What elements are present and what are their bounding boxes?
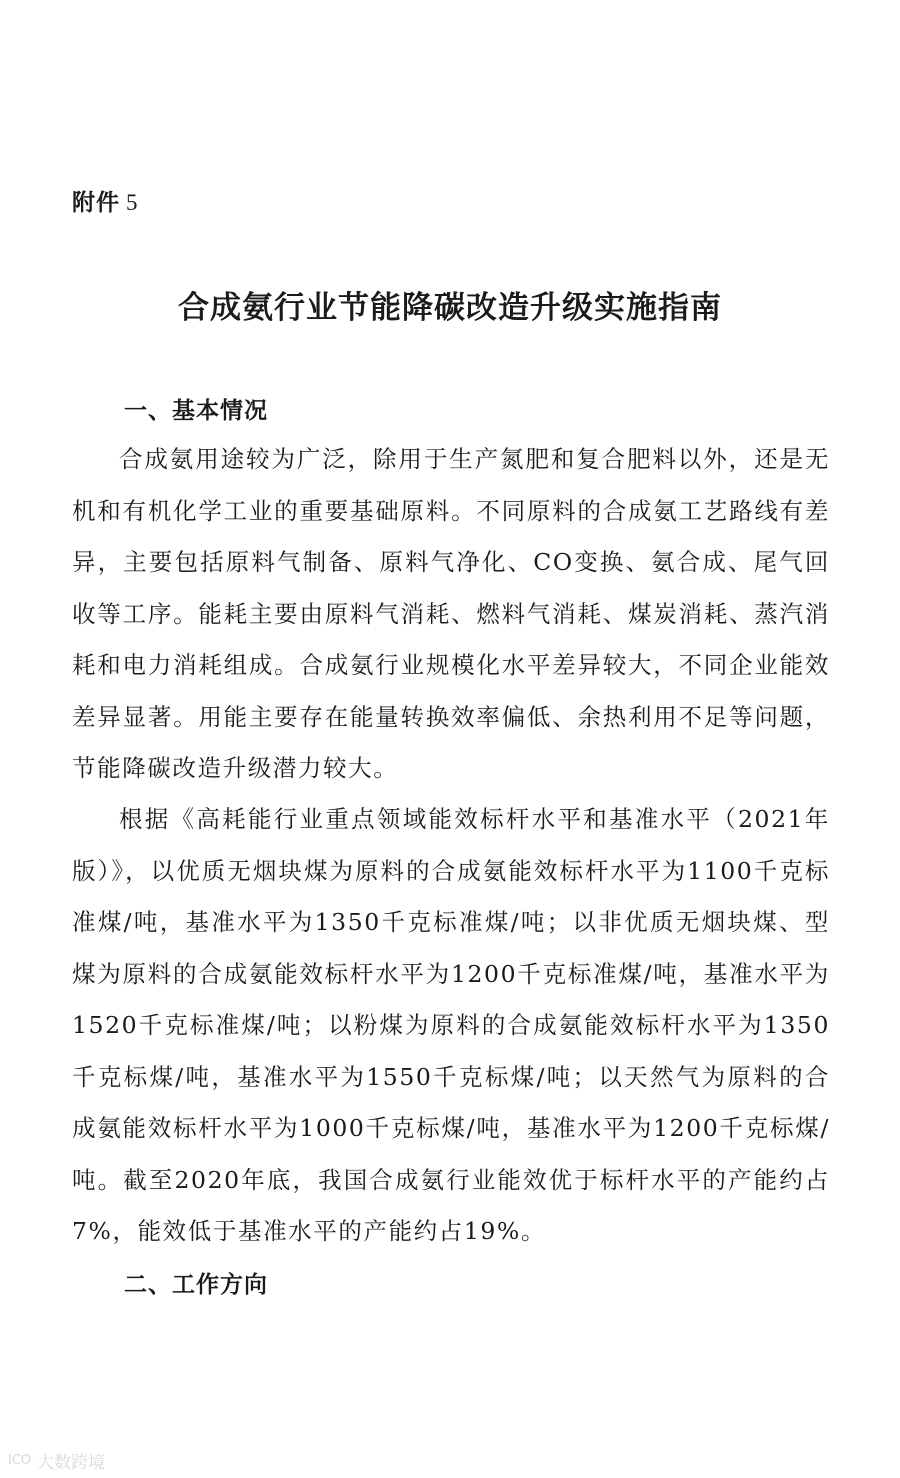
attachment-label-text: 附件 — [72, 190, 120, 216]
paragraph-basic-situation-1: 合成氨用途较为广泛，除用于生产氮肥和复合肥料以外，还是无机和有机化学工业的重要基础原料。不同原料的合成氨工艺路线有差异，主要包括原料气制备、原料气净化、CO变换、氨合成、尾气回收等工序。能耗主要由原料气消耗、燃料气消耗、煤炭消耗、蒸汽消耗和电力消耗组成。合成氨行业规模化水平差异较大，不同企业能效差异显著。用能主要存在能量转换效率偏低、余热利用不足等问题，节能降碳改造升级潜力较大。 — [72, 445, 830, 782]
document-title: 合成氨行业节能降碳改造升级实施指南 — [178, 290, 722, 326]
section-heading-basic-situation: 一、基本情况 — [124, 398, 268, 424]
section-heading-work-direction: 二、工作方向 — [124, 1272, 268, 1298]
attachment-label — [72, 184, 139, 217]
paragraph-basic-situation-2: 根据《高耗能行业重点领域能效标杆水平和基准水平（2021年版）》，以优质无烟块煤为原料的合成氨能效标杆水平为1100千克标准煤/吨，基准水平为1350千克标准煤/吨；以非优质无烟块煤、型煤为原料的合成氨能效标杆水平为1200千克标准煤/吨，基准水平为1520千克标准煤/吨；以粉煤为原料的合成氨能效标杆水平为1350千克标煤/吨，基准水平为1550千克标煤/吨；以天然气为原料的合成氨能效标杆水平为1000千克标煤/吨，基准水平为1200千克标煤/吨。截至2020年底，我国合成氨行业能效优于标杆水平的产能约占7%，能效低于基准水平的产能约占19%。 — [72, 805, 830, 1245]
watermark-text: 大数跨境 — [37, 1453, 106, 1473]
watermark-logo-icon — [8, 1453, 31, 1468]
watermark-logo-text: ICO — [8, 1453, 32, 1468]
watermark — [8, 1448, 105, 1473]
attachment-number: 5 — [126, 190, 139, 215]
